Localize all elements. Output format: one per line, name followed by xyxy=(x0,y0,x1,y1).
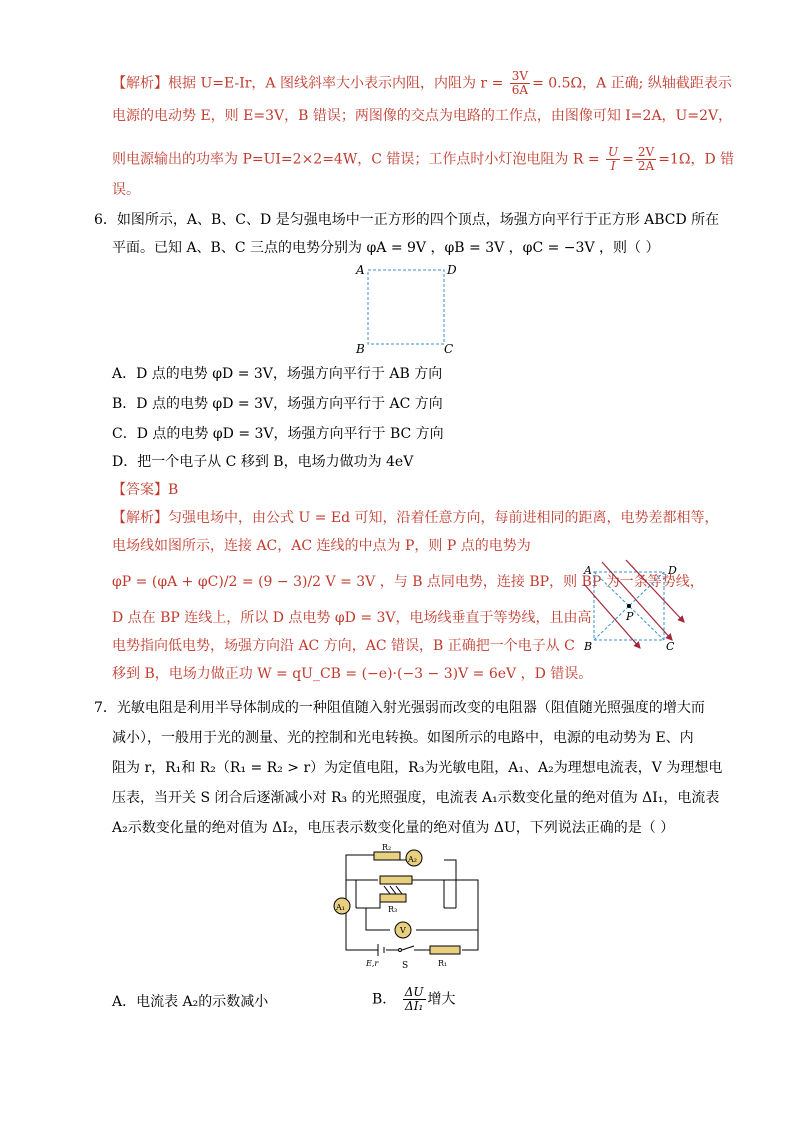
svg-text:R₂: R₂ xyxy=(382,843,392,852)
fraction-du-di1: $\frac{\Delta U}{\text{ΔI₁}}$ xyxy=(404,985,424,1013)
fraction-2v-2a: $\frac{2V}{2A}$ xyxy=(637,145,655,173)
q5-analysis-line2: 电源的电动势 E，则 E=3V，B 错误；两图像的交点为电路的工作点，由图像可知 I=2A，U=2V， xyxy=(112,108,733,124)
q7-stem-line1: 7．光敏电阻是利用半导体制成的一种阻值随入射光强弱而改变的电阻器（阻值随光照强度的增大而 xyxy=(94,700,705,716)
svg-text:R₃: R₃ xyxy=(388,905,398,914)
svg-text:V: V xyxy=(400,926,406,935)
q6-analysis-line5: 电势指向低电势，场强方向沿 AC 方向，AC 错误，B 正确把一个电子从 C xyxy=(112,638,575,654)
analysis-tag: 【解析】 xyxy=(112,75,168,92)
circuit-diagram xyxy=(328,843,498,974)
q6-option-a: A．D 点的电势 φD = 3V，场强方向平行于 AB 方向 xyxy=(112,366,443,382)
q7-option-a: A．电流表 A₂的示数减小 xyxy=(112,994,269,1010)
fraction-r: $\frac{3V}{6A}$ xyxy=(511,69,529,97)
q6-answer: 【答案】B xyxy=(112,482,179,498)
q7-option-b: B． $\frac{\Delta U}{\text{ΔI₁}}$ 增大 xyxy=(372,985,456,1013)
svg-text:P: P xyxy=(626,610,634,623)
label-b: B xyxy=(356,342,365,356)
q6-analysis-line2: 电场线如图所示，连接 AC，AC 连线的中点为 P，则 P 点的电势为 xyxy=(112,538,531,554)
q6-option-d: D．把一个电子从 C 移到 B，电场力做功为 4eV xyxy=(112,454,414,470)
q6-stem-line1: 6．如图所示，A、B、C、D 是匀强电场中一正方形的四个顶点，场强方向平行于正方形 ABCD 所在 xyxy=(94,212,720,228)
q7-stem-line2: 减小），一般用于光的测量、光的控制和光电转换。如图所示的电路中，电源的电动势为 E、内 xyxy=(112,730,694,746)
field-lines-figure xyxy=(580,560,690,652)
q5-analysis-line3: 则电源输出的功率为 P=UI=2×2=4W，C 错误；工作点时小灯泡电阻为 R = $\frac{U}{I}$ = $\frac{2V}{2A}$ =1Ω，D 错 xyxy=(112,145,735,173)
label-a: A xyxy=(356,263,365,277)
q6-analysis-line6: 移到 B，电场力做正功 W = qU_CB = (−e)·(−3 − 3)V = 6eV ，D 错误。 xyxy=(112,666,593,682)
square-abcd-figure xyxy=(352,262,462,356)
q7-stem-line3: 阻为 r，R₁和 R₂（R₁ = R₂ > r）为定值电阻，R₃为光敏电阻，A₁、A₂为理想电流表，V 为理想电 xyxy=(112,760,723,776)
q7-stem-line5: A₂示数变化量的绝对值为 ΔI₂，电压表示数变化量的绝对值为 ΔU，下列说法正确的是（ ） xyxy=(112,820,675,836)
svg-text:A₁: A₁ xyxy=(336,903,345,912)
svg-text:A₂: A₂ xyxy=(408,855,417,864)
svg-text:R₁: R₁ xyxy=(438,959,448,968)
label-d: D xyxy=(447,263,457,277)
q6-analysis-line4: D 点在 BP 连线上，所以 D 点电势 φD = 3V，电场线垂直于等势线，且由高 xyxy=(112,610,592,626)
q6-analysis-line1: 【解析】匀强电场中，由公式 U = Ed 可知，沿着任意方向，每前进相同的距离，电势差都相等， xyxy=(112,510,719,526)
fraction-u-over-i: $\frac{U}{I}$ xyxy=(608,145,619,173)
q6-analysis-line3: φP = (φA + φC)/2 = (9 − 3)/2 V = 3V ，与 B 点同电势，连接 BP，则 BP 为一条等势线， xyxy=(112,574,704,590)
label-c: C xyxy=(444,342,454,356)
svg-text:E,r: E,r xyxy=(366,959,379,968)
q7-stem-line4: 压表，当开关 S 闭合后逐渐减小对 R₃ 的光照强度，电流表 A₁示数变化量的绝对值为 ΔI₁，电流表 xyxy=(112,790,720,806)
svg-text:A: A xyxy=(584,564,592,577)
svg-text:D: D xyxy=(668,564,677,577)
svg-text:S: S xyxy=(402,961,409,971)
q5-analysis-line4: 误。 xyxy=(112,182,140,198)
svg-text:C: C xyxy=(666,640,675,653)
q6-option-c: C．D 点的电势 φD = 3V，场强方向平行于 BC 方向 xyxy=(112,426,444,442)
q6-stem-line2: 平面。已知 A、B、C 三点的电势分别为 φA = 9V ，φB = 3V ，φC = −3V ，则（ ） xyxy=(112,240,660,256)
q6-option-b: B．D 点的电势 φD = 3V，场强方向平行于 AC 方向 xyxy=(112,396,443,412)
q5-analysis-line1: 【解析】根据 U=E-Ir，A 图线斜率大小表示内阻，内阻为 r = $\frac{3V}{6A}$ = 0.5Ω，A 正确; 纵轴截距表示 xyxy=(112,69,732,97)
svg-text:B: B xyxy=(584,640,593,653)
